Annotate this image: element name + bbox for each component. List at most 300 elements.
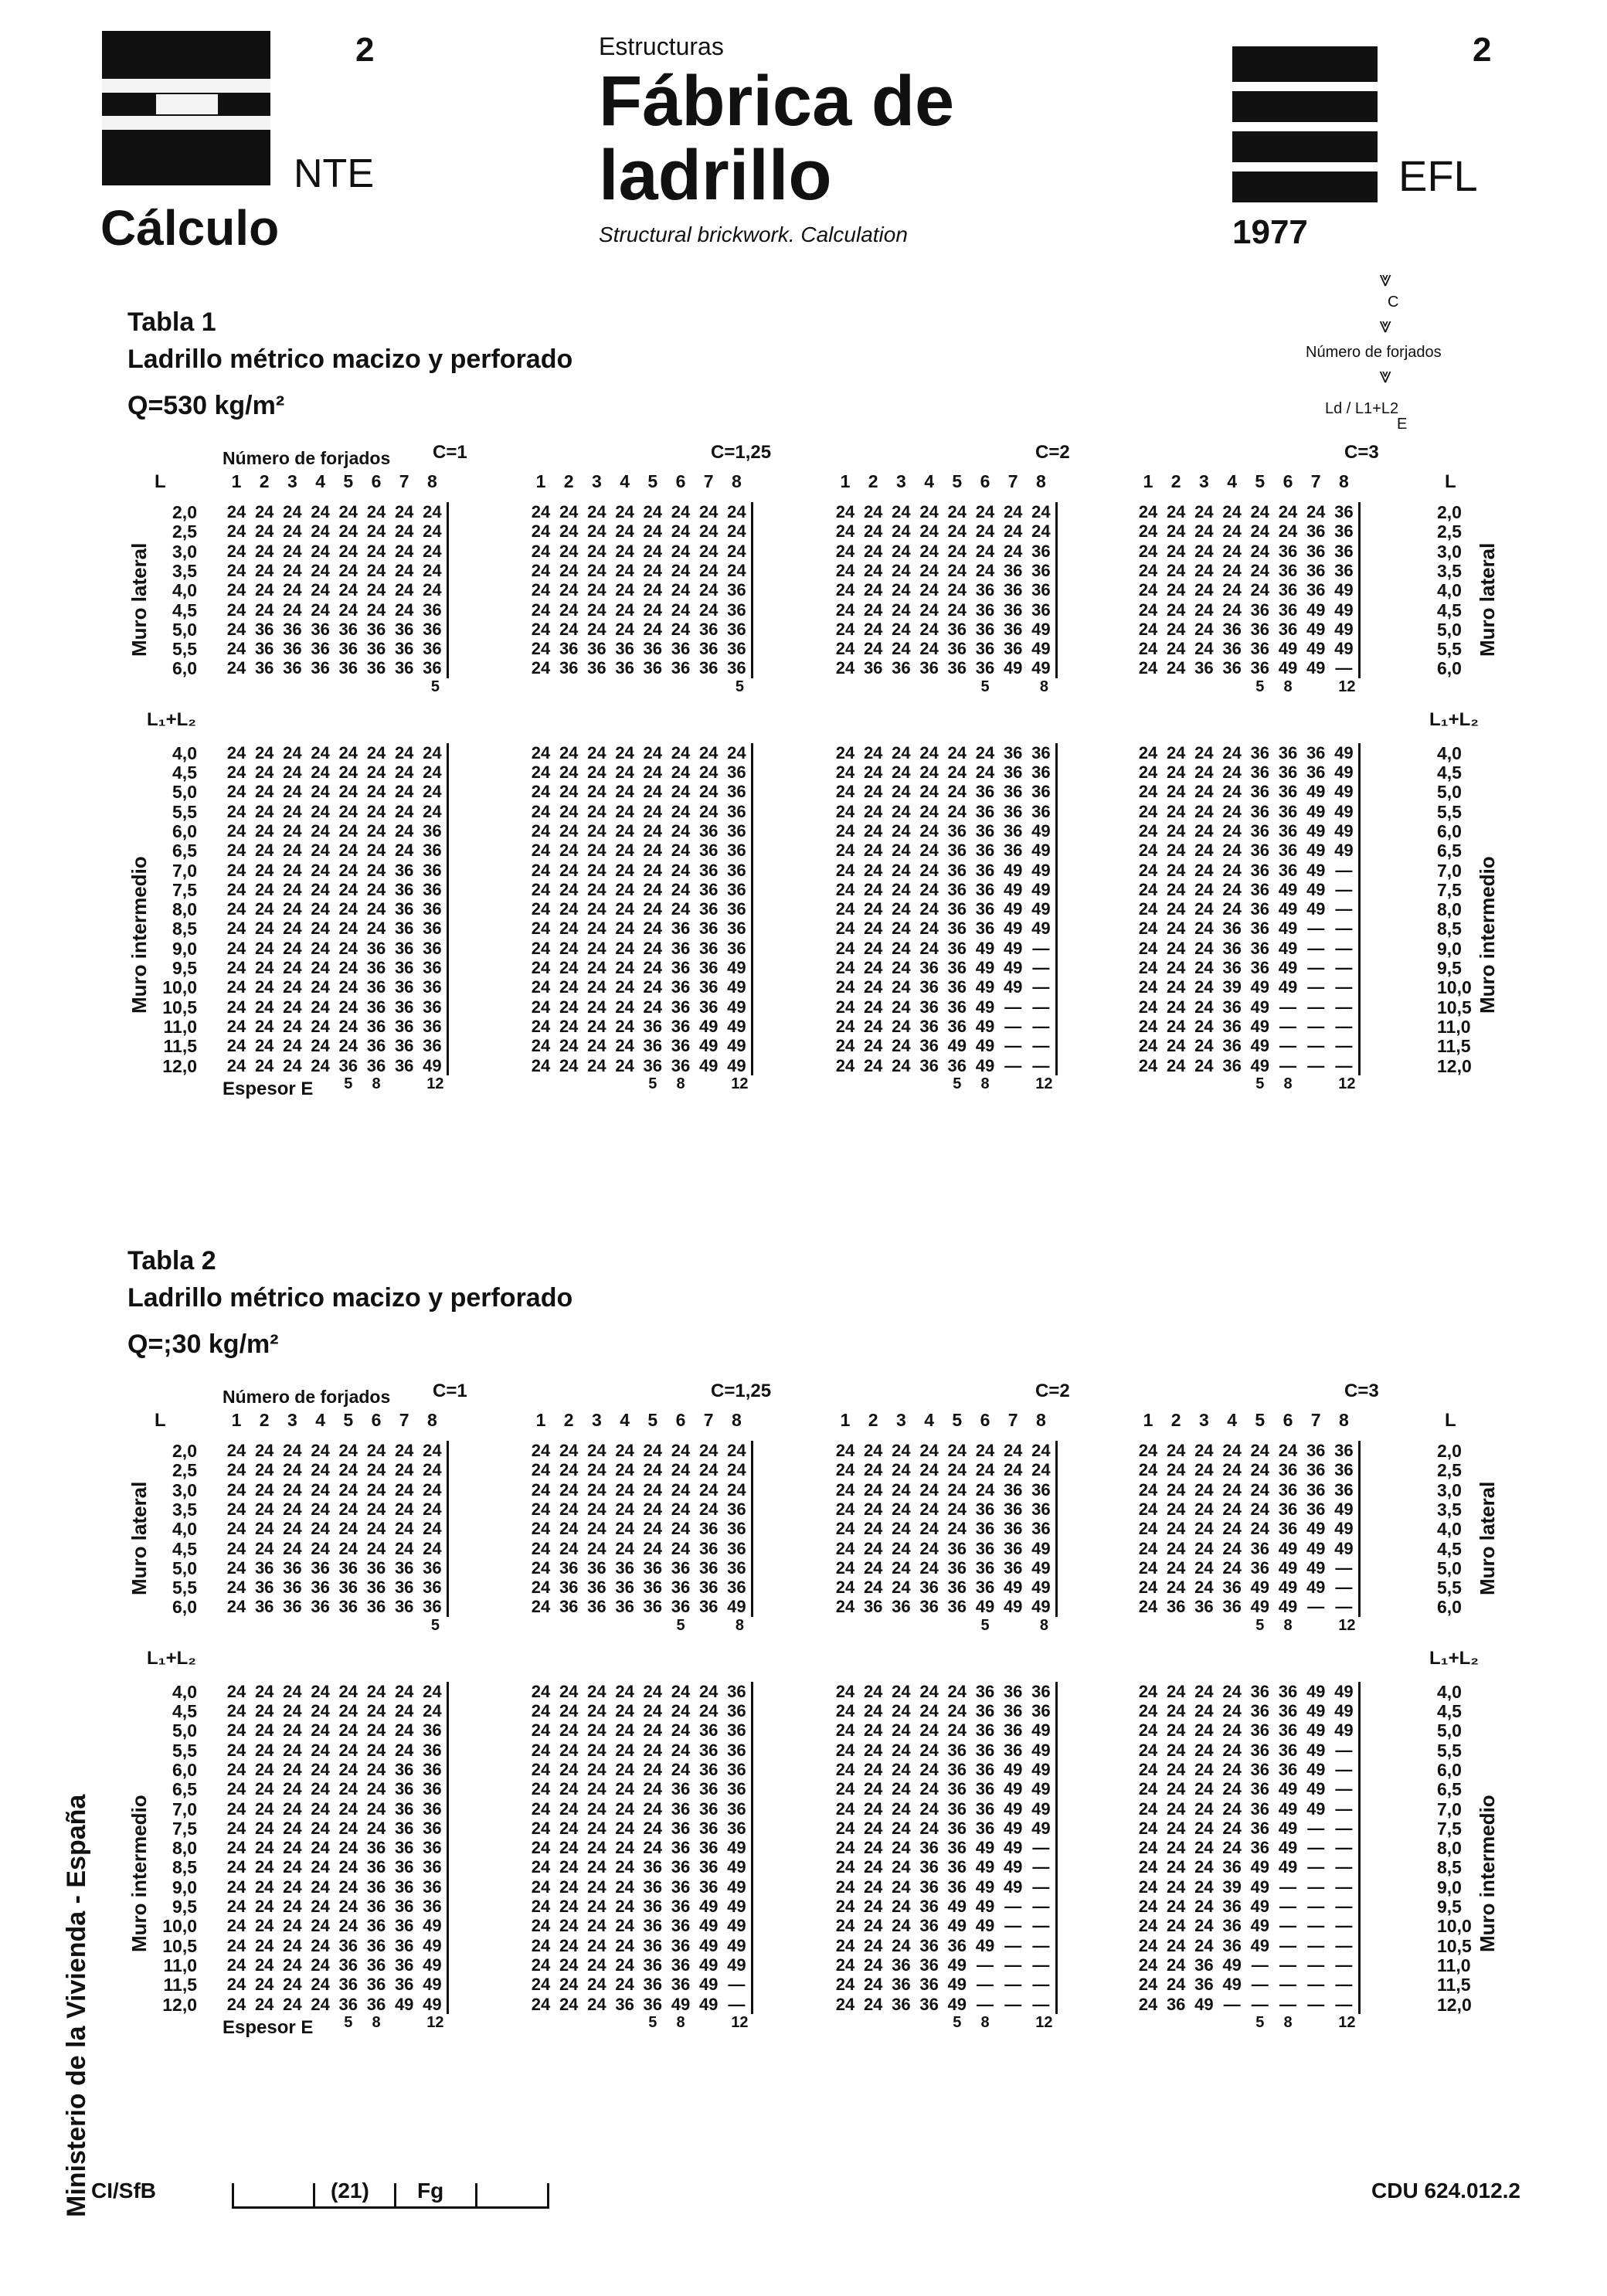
table-cell: 24 <box>1166 541 1186 561</box>
thickness-marker: 12 <box>426 2013 444 2031</box>
table-cell: 24 <box>311 1519 330 1539</box>
table-cell: 24 <box>1194 1818 1214 1838</box>
table-cell: 24 <box>892 1897 911 1916</box>
table-cell: 24 <box>1194 541 1214 561</box>
table-cell: 36 <box>1306 521 1326 542</box>
table-cell: 36 <box>394 1557 414 1578</box>
table-cell: 24 <box>423 1499 442 1519</box>
table-cell: 24 <box>254 1460 274 1480</box>
table-cell: 36 <box>643 1857 663 1877</box>
table-cell: 24 <box>1222 1538 1242 1558</box>
table-cell: 24 <box>671 1441 691 1460</box>
table-cell: 24 <box>892 1055 911 1075</box>
table-cell: 24 <box>615 521 634 542</box>
table-cell: 24 <box>975 742 995 763</box>
table-cell: 24 <box>394 1460 414 1480</box>
table-cell: 24 <box>559 560 579 580</box>
table-cell: 24 <box>1138 958 1158 977</box>
table-cell: 36 <box>338 1557 358 1578</box>
table-cell: 24 <box>311 1877 330 1897</box>
table-cell: 24 <box>835 1779 855 1799</box>
table-cell: 24 <box>863 541 883 561</box>
table-cell: 24 <box>559 1975 579 1995</box>
table-cell: 24 <box>254 1479 274 1500</box>
row-label-r: 8,0 <box>1437 899 1462 920</box>
table-cell: 24 <box>559 879 579 899</box>
table-cell: 36 <box>1222 1036 1242 1056</box>
table-cell: 36 <box>283 619 302 639</box>
table-cell: 36 <box>892 1975 911 1995</box>
table-cell: 24 <box>892 1460 911 1480</box>
table-cell: 36 <box>366 1036 386 1056</box>
table-cell: 24 <box>835 1916 855 1936</box>
table-cell: 24 <box>975 1460 995 1480</box>
row-label-r: 7,0 <box>1437 860 1462 881</box>
table-cell: 24 <box>1166 1857 1186 1877</box>
table-cell: 24 <box>559 1994 579 2014</box>
table-cell: 36 <box>366 1877 386 1897</box>
table-cell: 36 <box>394 1897 414 1916</box>
table-cell: 24 <box>226 997 246 1017</box>
table-cell: 24 <box>892 1877 911 1897</box>
table-cell: 24 <box>1166 1538 1186 1558</box>
table-cell: — <box>1335 899 1353 919</box>
table-cell: 24 <box>311 1838 330 1858</box>
thickness-marker: 5 <box>430 1616 440 1634</box>
table-cell: 24 <box>587 879 606 899</box>
c-label: C=1 <box>433 1381 467 1401</box>
table-cell: 49 <box>1003 1759 1023 1779</box>
table-cell: 24 <box>1166 580 1186 600</box>
table-cell: 36 <box>975 1557 995 1578</box>
table-cell: 24 <box>531 1779 551 1799</box>
table-cell: 24 <box>919 1701 939 1720</box>
table-cell: 24 <box>892 541 911 561</box>
table-cell: 24 <box>338 742 358 763</box>
table-cell: 24 <box>311 1720 330 1741</box>
table-cell: — <box>1307 1994 1325 2014</box>
table-cell: 24 <box>254 742 274 763</box>
floor-number: 7 <box>399 1410 409 1430</box>
inter-side-label-right: Muro intermedio <box>1476 856 1499 1014</box>
table-cell: — <box>1335 1955 1353 1975</box>
table-cell: 49 <box>1306 1538 1326 1558</box>
table-cell: 36 <box>423 1798 442 1819</box>
table-cell: 24 <box>1166 782 1186 802</box>
table-cell: 49 <box>1334 801 1354 821</box>
table-cell: 24 <box>394 502 414 521</box>
table-cell: 24 <box>1166 1955 1186 1975</box>
table-cell: 36 <box>394 958 414 977</box>
table-cell: 24 <box>423 560 442 580</box>
table-cell: 24 <box>366 1779 386 1799</box>
table-cell: 24 <box>1194 1857 1214 1877</box>
row-label-l: 3,5 <box>172 1499 197 1520</box>
table-cell: 24 <box>1194 879 1214 899</box>
table-cell: 24 <box>587 841 606 861</box>
table-cell: 36 <box>919 1897 939 1916</box>
table-cell: 36 <box>727 782 746 802</box>
table-cell: 36 <box>671 658 691 678</box>
table-cell: 24 <box>835 599 855 620</box>
table-cell: 49 <box>423 1916 442 1936</box>
table-cell: 24 <box>1003 502 1023 521</box>
table-cell: 36 <box>698 1538 719 1558</box>
table-cell: 36 <box>947 1798 967 1819</box>
table-cell: 24 <box>892 619 911 639</box>
table-cell: 49 <box>1306 1557 1326 1578</box>
table-cell: 24 <box>283 502 302 521</box>
table-cell: 24 <box>559 1016 579 1036</box>
table-cell: 24 <box>283 899 302 919</box>
table-cell: 36 <box>698 841 719 861</box>
table-cell: 24 <box>283 1016 302 1036</box>
table-cell: 24 <box>1194 997 1214 1017</box>
cisfb-label: CI/SfB <box>91 2179 156 2203</box>
table-cell: 49 <box>1334 619 1354 639</box>
table-cell: 24 <box>1194 820 1214 841</box>
table-cell: 24 <box>587 1479 606 1500</box>
table-cell: 24 <box>311 899 330 919</box>
table-cell: 49 <box>1003 919 1023 939</box>
table-cell: 36 <box>1222 639 1242 659</box>
row-label-l: 8,5 <box>172 1857 197 1878</box>
table-cell: — <box>1307 938 1325 958</box>
table-cell: 49 <box>1306 1798 1326 1819</box>
table-cell: 24 <box>311 1759 330 1779</box>
table-cell: 24 <box>531 1681 551 1701</box>
table-cell: 36 <box>671 977 691 997</box>
table-cell: 49 <box>1334 763 1354 782</box>
table-cell: 36 <box>643 1877 663 1897</box>
table-cell: 24 <box>615 1055 634 1075</box>
row-label-r: 7,0 <box>1437 1798 1462 1819</box>
table-cell: 36 <box>1250 1720 1270 1741</box>
table-cell: 36 <box>727 1519 746 1539</box>
table-cell: 36 <box>394 658 414 678</box>
table-cell: 24 <box>835 820 855 841</box>
table-cell: 24 <box>863 1681 883 1701</box>
sheet-number-right: 2 <box>1473 31 1492 69</box>
table-cell: 24 <box>1138 639 1158 659</box>
table-cell: 36 <box>643 1955 663 1975</box>
table-cell: 24 <box>643 1818 663 1838</box>
table-cell: 24 <box>835 1759 855 1779</box>
table-cell: 24 <box>338 879 358 899</box>
table-cell: 24 <box>254 1720 274 1741</box>
table-cell: 36 <box>1250 1759 1270 1779</box>
table-cell: 36 <box>1250 619 1270 639</box>
table-cell: 36 <box>394 899 414 919</box>
table-cell: 36 <box>975 639 995 659</box>
table-cell: 24 <box>531 938 551 958</box>
table-cell: 36 <box>1306 1460 1326 1480</box>
table-cell: 36 <box>975 801 995 821</box>
table-cell: 24 <box>366 1740 386 1760</box>
table-cell: 49 <box>727 1877 746 1897</box>
table-cell: 24 <box>919 879 939 899</box>
table-cell: 24 <box>919 560 939 580</box>
table-cell: 36 <box>423 658 442 678</box>
thickness-marker: 12 <box>731 2013 749 2031</box>
row-label-l: 11,0 <box>163 1016 197 1037</box>
table-cell: 24 <box>1138 1955 1158 1975</box>
table-cell: 36 <box>394 1916 414 1936</box>
table-cell: 49 <box>1306 841 1326 861</box>
table-cell: 36 <box>1003 1499 1023 1519</box>
row-label-r: 4,0 <box>1437 1681 1462 1702</box>
table-cell: 49 <box>975 1036 995 1056</box>
table-cell: 24 <box>587 1994 606 2014</box>
table-cell: 24 <box>283 1975 302 1995</box>
table-cell: 24 <box>1138 1519 1158 1539</box>
table-cell: 24 <box>1194 1877 1214 1897</box>
table-cell: 24 <box>947 560 967 580</box>
row-label-l: 10,0 <box>162 1916 197 1937</box>
thickness-marker: 8 <box>980 1075 990 1092</box>
table-cell: 24 <box>835 560 855 580</box>
table-cell: 24 <box>947 1720 967 1741</box>
table-cell: 36 <box>975 599 995 620</box>
table-cell: 24 <box>835 1838 855 1858</box>
table-cell: 24 <box>338 599 358 620</box>
table-cell: 24 <box>311 580 330 600</box>
table-cell: 24 <box>615 1818 634 1838</box>
table-cell: 24 <box>283 1955 302 1975</box>
table-cell: 36 <box>366 977 386 997</box>
table-cell: 24 <box>1194 1681 1214 1701</box>
table-cell: 36 <box>559 1597 579 1617</box>
table-cell: 36 <box>975 580 995 600</box>
table-cell: 24 <box>863 879 883 899</box>
table-cell: 24 <box>254 502 274 521</box>
nte-label: NTE <box>294 151 374 196</box>
table-cell: 24 <box>254 879 274 899</box>
table-cell: 24 <box>835 1036 855 1056</box>
table-cell: 36 <box>643 1994 663 2014</box>
table-cell: 24 <box>254 1897 274 1916</box>
floor-number: 1 <box>231 1410 242 1430</box>
table-cell: 24 <box>226 1597 246 1617</box>
table-cell: 24 <box>338 1460 358 1480</box>
table-cell: 36 <box>1278 782 1298 802</box>
table-cell: 24 <box>366 860 386 880</box>
thickness-marker: 8 <box>1283 678 1293 695</box>
table-cell: 24 <box>863 599 883 620</box>
table-cell: 24 <box>863 1720 883 1741</box>
table-cell: 49 <box>975 1838 995 1858</box>
table-cell: 24 <box>531 1740 551 1760</box>
table-cell: 24 <box>254 1838 274 1858</box>
table-cell: 24 <box>366 1519 386 1539</box>
table-cell: 36 <box>671 1055 691 1075</box>
row-label-r: 5,0 <box>1437 1720 1462 1741</box>
table-cell: 24 <box>835 860 855 880</box>
table-cell: 36 <box>1222 997 1242 1017</box>
floor-number: 8 <box>731 1410 742 1430</box>
table-cell: 36 <box>1003 763 1023 782</box>
table-cell: 24 <box>226 1994 246 2014</box>
table-cell: 36 <box>671 997 691 1017</box>
table-cell: 24 <box>531 1857 551 1877</box>
table-cell: 24 <box>615 1838 634 1858</box>
thickness-label: Espesor E <box>223 1078 314 1099</box>
floor-number: 2 <box>259 471 270 491</box>
table-cell: 24 <box>254 977 274 997</box>
table-cell: 24 <box>254 1857 274 1877</box>
table-cell: 24 <box>283 1701 302 1720</box>
row-label-l: 5,5 <box>172 1740 197 1761</box>
table-cell: 36 <box>559 1578 579 1598</box>
table-cell: 24 <box>587 860 606 880</box>
table-cell: 24 <box>698 1479 719 1500</box>
table-cell: 36 <box>1278 820 1298 841</box>
table-cell: 24 <box>615 763 634 782</box>
table-cell: 24 <box>587 560 606 580</box>
table-cell: 24 <box>975 502 995 521</box>
table-cell: 24 <box>835 1720 855 1741</box>
table-cell: — <box>1335 1818 1353 1838</box>
table-cell: 49 <box>727 1955 746 1975</box>
table-cell: — <box>1307 919 1325 939</box>
table-cell: 24 <box>1138 1499 1158 1519</box>
table-cell: 36 <box>1222 938 1242 958</box>
thickness-marker: 8 <box>1283 1075 1293 1092</box>
group-divider <box>751 1441 753 1617</box>
table-cell: 24 <box>643 860 663 880</box>
table-cell: 24 <box>1166 521 1186 542</box>
row-label-l: 9,5 <box>172 1897 197 1917</box>
table-cell: 24 <box>559 1479 579 1500</box>
table-cell: 24 <box>615 599 634 620</box>
table-cell: 24 <box>835 541 855 561</box>
table-cell: 36 <box>423 1036 442 1056</box>
table-cell: 24 <box>892 1479 911 1500</box>
table-cell: 36 <box>423 919 442 939</box>
table-cell: 24 <box>311 977 330 997</box>
table-cell: 24 <box>919 1479 939 1500</box>
table-cell: 24 <box>283 919 302 939</box>
table-cell: 49 <box>1334 580 1354 600</box>
table-cell: 36 <box>919 1036 939 1056</box>
table-cell: 24 <box>671 580 691 600</box>
table-cell: 36 <box>423 1016 442 1036</box>
table-cell: 24 <box>587 1877 606 1897</box>
row-label-r: 10,0 <box>1437 977 1472 998</box>
table-cell: 24 <box>559 977 579 997</box>
table-cell: 24 <box>226 1055 246 1075</box>
table-cell: 49 <box>1278 899 1298 919</box>
row-label-r: 3,5 <box>1437 560 1462 581</box>
table-cell: 49 <box>1306 879 1326 899</box>
table-cell: 24 <box>311 938 330 958</box>
table-cell: 49 <box>727 1838 746 1858</box>
table-cell: 24 <box>671 1681 691 1701</box>
table-cell: 49 <box>423 1055 442 1075</box>
table-cell: 36 <box>366 1994 386 2014</box>
table-cell: 36 <box>366 1055 386 1075</box>
table-cell: 24 <box>283 742 302 763</box>
table-cell: 24 <box>947 742 967 763</box>
table-cell: 24 <box>1222 879 1242 899</box>
table-cell: 36 <box>1278 560 1298 580</box>
table-cell: 49 <box>1003 1838 1023 1858</box>
floor-number: 2 <box>1170 1410 1181 1430</box>
table-cell: 36 <box>1306 1441 1326 1460</box>
table-cell: 36 <box>423 1779 442 1799</box>
table-cell: — <box>1279 1897 1296 1916</box>
table-cell: 36 <box>919 958 939 977</box>
table-cell: 36 <box>587 1557 606 1578</box>
table-cell: 36 <box>919 977 939 997</box>
table-cell: 24 <box>423 1519 442 1539</box>
table-cell: 24 <box>863 1036 883 1056</box>
table-cell: 24 <box>643 560 663 580</box>
table-cell: — <box>1307 997 1325 1017</box>
table-cell: 36 <box>975 619 995 639</box>
table-cell: 24 <box>919 938 939 958</box>
table-cell: 24 <box>587 1016 606 1036</box>
table-cell: 24 <box>947 1441 967 1460</box>
table-cell: 36 <box>338 1935 358 1955</box>
group-divider <box>1358 1682 1361 2014</box>
group-divider <box>751 502 753 678</box>
table-cell: 24 <box>863 1538 883 1558</box>
inter-side-label: Muro intermedio <box>127 856 151 1014</box>
table-cell: 24 <box>338 541 358 561</box>
row-label-r: 5,0 <box>1437 782 1462 803</box>
table-cell: 36 <box>1306 580 1326 600</box>
table-cell: 24 <box>587 1818 606 1838</box>
table-cell: 24 <box>226 1798 246 1819</box>
table-cell: 36 <box>975 879 995 899</box>
table-cell: 24 <box>587 958 606 977</box>
floor-number: 7 <box>1310 1410 1321 1430</box>
table-cell: 24 <box>727 541 746 561</box>
table-cell: 24 <box>254 899 274 919</box>
table-cell: 24 <box>531 1975 551 1995</box>
table-cell: 24 <box>587 1538 606 1558</box>
table-cell: 24 <box>947 599 967 620</box>
row-label-l: 6,5 <box>172 841 197 861</box>
table-cell: 24 <box>366 1479 386 1500</box>
table-cell: 24 <box>835 1519 855 1539</box>
table-cell: 49 <box>1278 1578 1298 1598</box>
row-label-l: 7,0 <box>172 1798 197 1819</box>
floor-number: 5 <box>343 471 354 491</box>
table-cell: 24 <box>892 1779 911 1799</box>
table-cell: 49 <box>727 977 746 997</box>
table-cell: 49 <box>1222 1975 1242 1995</box>
table-cell: 24 <box>226 958 246 977</box>
table-cell: 36 <box>1194 658 1214 678</box>
table-cell: 24 <box>698 1460 719 1480</box>
row-label-r: 12,0 <box>1437 1994 1472 2015</box>
table-cell: 36 <box>671 1578 691 1598</box>
table-cell: 36 <box>423 1720 442 1741</box>
table-cell: — <box>1335 938 1353 958</box>
table-cell: 36 <box>671 938 691 958</box>
table-cell: 24 <box>559 1877 579 1897</box>
table-cell: 24 <box>311 1955 330 1975</box>
table-cell: 24 <box>531 619 551 639</box>
thickness-marker: 12 <box>1338 678 1356 695</box>
table-cell: 36 <box>1166 1597 1186 1617</box>
table-cell: 24 <box>919 541 939 561</box>
table-cell: 24 <box>1031 1441 1051 1460</box>
table-cell: 36 <box>727 860 746 880</box>
row-label-r: 10,0 <box>1437 1916 1472 1937</box>
